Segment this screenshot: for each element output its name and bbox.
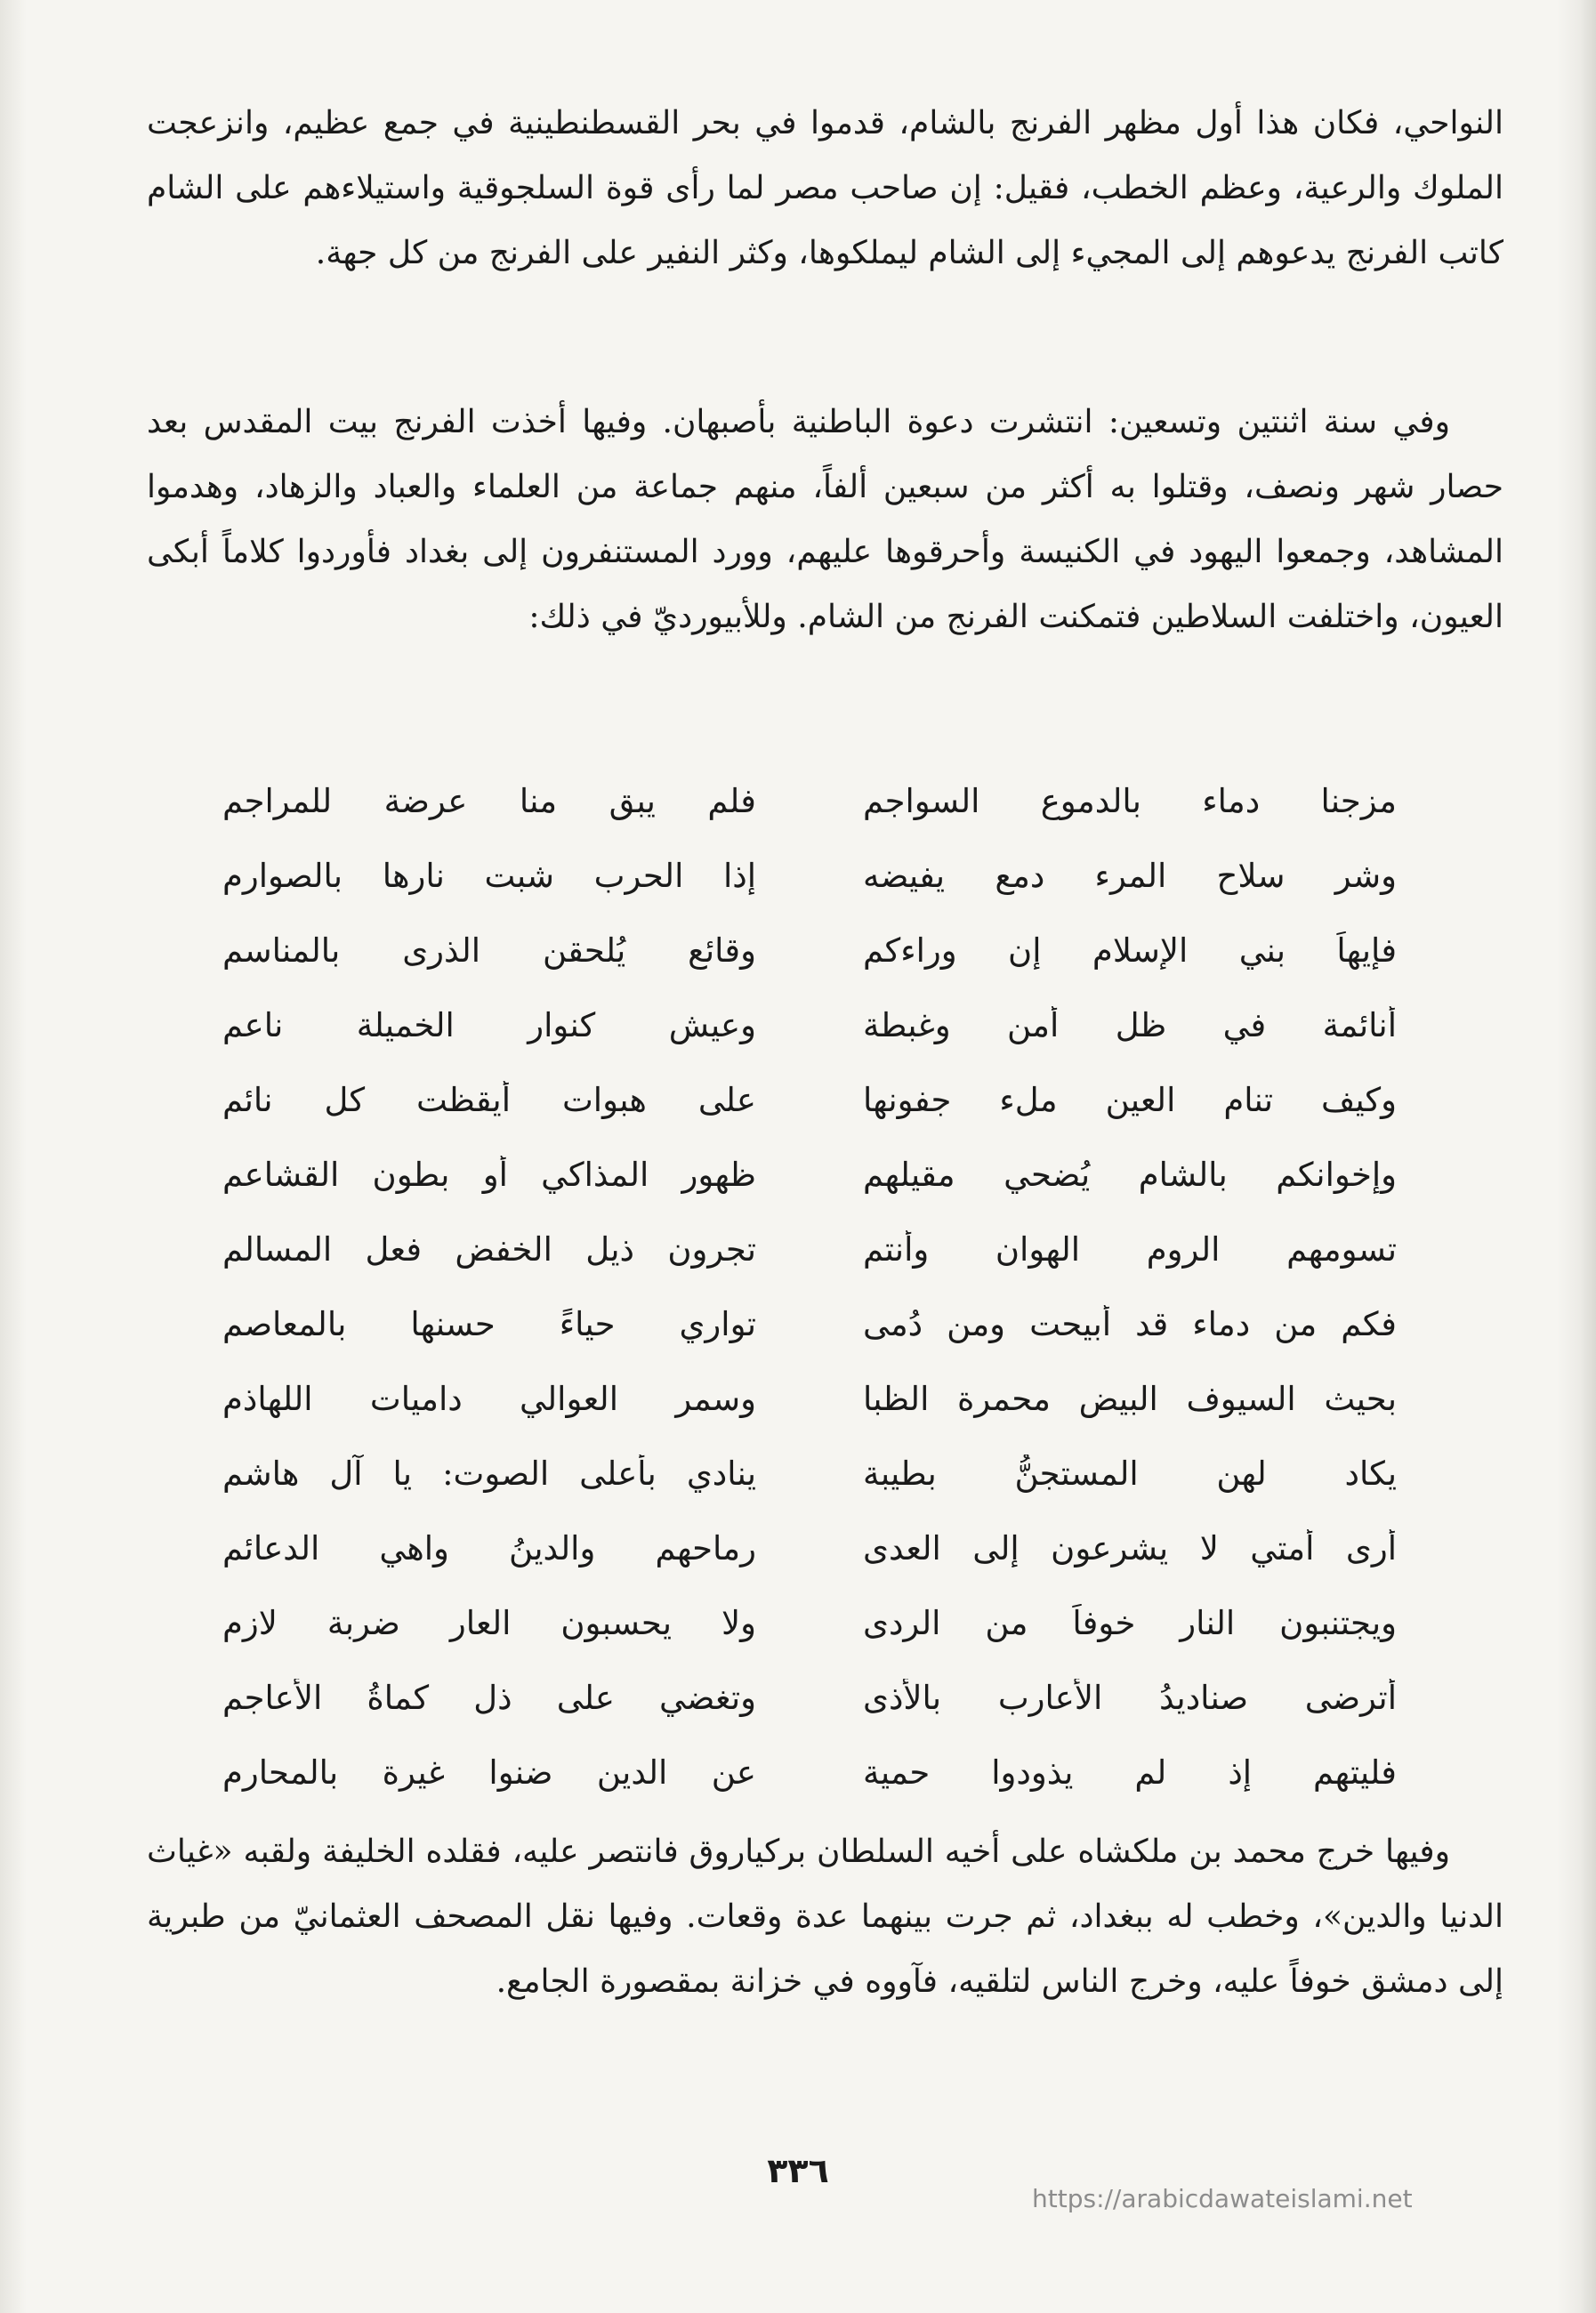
verse-first-hemistich: وكيف تنام العين ملء جفونها — [863, 1080, 1397, 1119]
verse-second-hemistich: وسمر العوالي داميات اللهاذم — [222, 1379, 756, 1418]
poem-verse — [222, 913, 1397, 987]
verse-first-hemistich: يكاد لهن المستجنُّ بطيبة — [863, 1454, 1397, 1493]
poem-verse — [222, 838, 1397, 913]
poem — [222, 763, 1397, 1809]
verse-second-hemistich: وعيش كنوار الخميلة ناعم — [222, 1005, 756, 1044]
poem-verse — [222, 1137, 1397, 1212]
scan-edge-right — [1557, 0, 1596, 2313]
verse-second-hemistich: وقائع يُلحقن الذرى بالمناسم — [222, 931, 756, 970]
paragraph-intro: النواحي، فكان هذا أول مظهر الفرنج بالشام، قدموا في بحر القسطنطينية في جمع عظيم، وانزعجت الملوك والرعية، وعظم الخطب، فقيل: إن صاحب مصر لما رأى قوة السلجوقية واستيلاءهم على الشام كاتب الفرنج يدعوهم إلى المجيء إلى الشام ليملكوها، وكثر النفير على الفرنج من كل جهة. — [147, 105, 1503, 271]
verse-second-hemistich: وتغضي على ذل كماةُ الأعاجم — [222, 1678, 756, 1717]
verse-second-hemistich: إذا الحرب شبت نارها بالصوارم — [222, 856, 756, 895]
poem-verse — [222, 1286, 1397, 1361]
poem-verse — [222, 987, 1397, 1062]
poem-verse — [222, 1062, 1397, 1137]
poem-verse — [222, 1212, 1397, 1286]
verse-first-hemistich: بحيث السيوف البيض محمرة الظبا — [863, 1379, 1397, 1418]
poem-verse — [222, 763, 1397, 838]
verse-second-hemistich: فلم يبق منا عرضة للمراجم — [222, 781, 756, 820]
verse-first-hemistich: تسومهم الروم الهوان وأنتم — [863, 1229, 1397, 1269]
scan-edge-left — [0, 0, 27, 2313]
verse-first-hemistich: وإخوانكم بالشام يُضحي مقيلهم — [863, 1155, 1397, 1194]
verse-second-hemistich: ظهور المذاكي أو بطون القشاعم — [222, 1155, 756, 1194]
poem-verse — [222, 1511, 1397, 1585]
verse-second-hemistich: ينادي بأعلى الصوت: يا آل هاشم — [222, 1454, 756, 1493]
verse-first-hemistich: وشر سلاح المرء دمع يفيضه — [863, 856, 1397, 895]
verse-second-hemistich: تجرون ذيل الخفض فعل المسالم — [222, 1229, 756, 1269]
verse-first-hemistich: أرى أمتي لا يشرعون إلى العدى — [863, 1528, 1397, 1568]
paragraph-muhammad-ibn-malikshah: وفيها خرج محمد بن ملكشاه على أخيه السلطان بركياروق فانتصر عليه، فقلده الخليفة ولقبه «غياث الدنيا والدين»، وخطب له ببغداد، ثم جرت بينهما عدة وقعات. وفيها نقل المصحف العثمانيّ من طبرية إلى دمشق خوفاً عليه، وخرج الناس لتلقيه، فآووه في خزانة بمقصورة الجامع. — [147, 1833, 1503, 2000]
verse-first-hemistich: مزجنا دماء بالدموع السواجم — [863, 781, 1397, 820]
verse-second-hemistich: تواري حياءً حسنها بالمعاصم — [222, 1304, 756, 1343]
verse-first-hemistich: فإيهاً بني الإسلام إن وراءكم — [863, 931, 1397, 970]
poem-verse — [222, 1361, 1397, 1436]
verse-second-hemistich: ولا يحسبون العار ضربة لازم — [222, 1603, 756, 1642]
verse-second-hemistich: عن الدين ضنوا غيرة بالمحارم — [222, 1753, 756, 1792]
page-number: ٣٣٦ — [767, 2151, 829, 2190]
verse-first-hemistich: فكم من دماء قد أبيحت ومن دُمى — [863, 1304, 1397, 1343]
verse-first-hemistich: أنائمة في ظل أمن وغبطة — [863, 1005, 1397, 1044]
verse-first-hemistich: ويجتنبون النار خوفاً من الردى — [863, 1603, 1397, 1642]
poem-verse — [222, 1735, 1397, 1809]
poem-verse — [222, 1436, 1397, 1511]
poem-verse — [222, 1660, 1397, 1735]
verse-second-hemistich: على هبوات أيقظت كل نائم — [222, 1080, 756, 1119]
poem-verse — [222, 1585, 1397, 1660]
paragraph-year-92: وفي سنة اثنتين وتسعين: انتشرت دعوة الباطنية بأصبهان. وفيها أخذت الفرنج بيت المقدس بعد حصار شهر ونصف، وقتلوا به أكثر من سبعين ألفاً، منهم جماعة من العلماء والعباد والزهاد، وهدموا المشاهد، وجمعوا اليهود في الكنيسة وأحرقوها عليهم، وورد المستنفرون إلى بغداد فأوردوا كلاماً أبكى العيون، واختلفت السلاطين فتمكنت الفرنج من الشام. وللأبيورديّ في ذلك: — [147, 404, 1504, 635]
verse-first-hemistich: فليتهم إذ لم يذودوا حمية — [863, 1753, 1397, 1792]
source-watermark: https://arabicdawateislami.net — [1032, 2184, 1413, 2213]
verse-second-hemistich: رماحهم والدينُ واهي الدعائم — [222, 1528, 756, 1568]
verse-first-hemistich: أترضى صناديدُ الأعارب بالأذى — [863, 1678, 1397, 1717]
